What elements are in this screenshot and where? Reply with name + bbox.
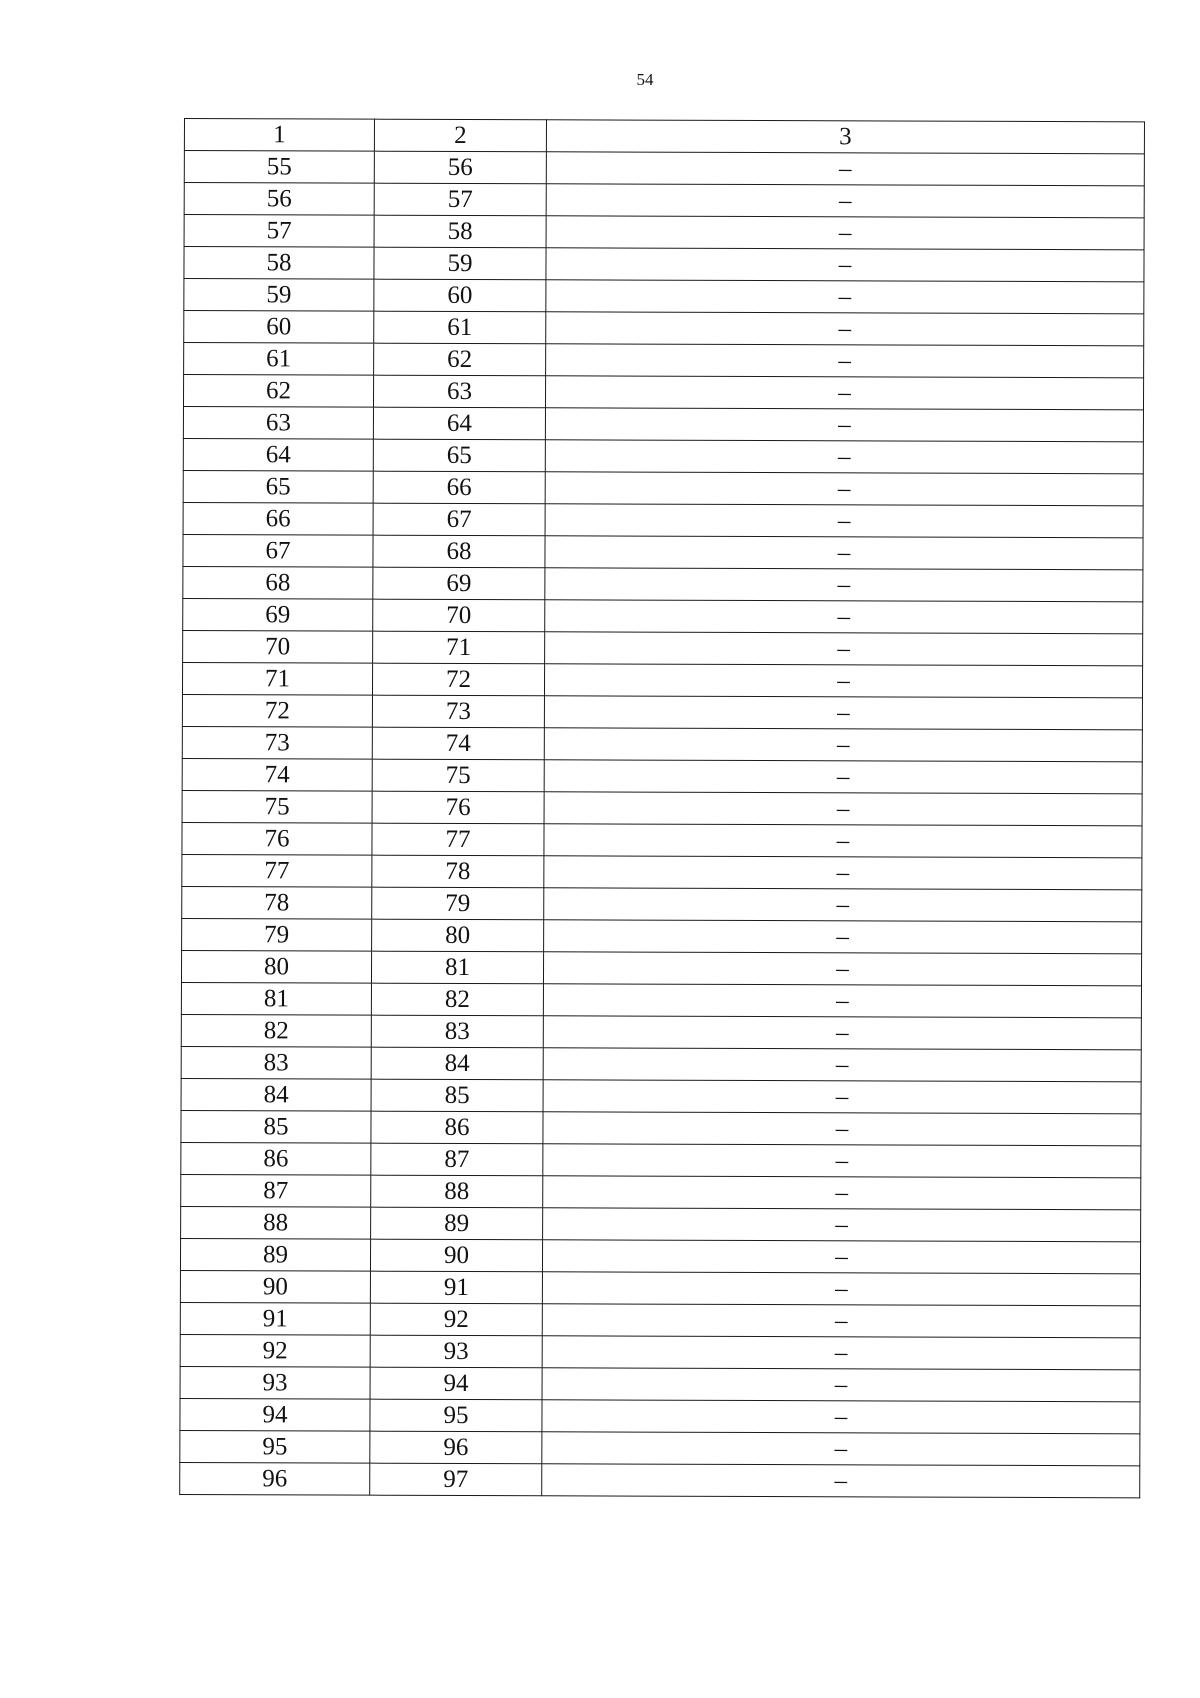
table-row [180,1462,1140,1497]
table-cell-col-3: – [546,312,1144,346]
column-header-2: 2 [374,119,546,152]
table-row [181,1014,1141,1049]
table-cell-col-3: – [543,1208,1141,1242]
table-cell-col-2: 68 [373,535,545,568]
table-cell-col-3: – [546,152,1144,186]
table-cell-col-1: 82 [181,1014,371,1047]
table-cell-col-2: 63 [373,375,545,408]
table-cell-col-1: 57 [184,215,374,248]
table-cell-col-1: 83 [181,1046,371,1079]
table-row [180,1238,1140,1273]
table-cell-col-1: 76 [182,822,372,855]
table-row [184,247,1144,282]
table-cell-col-2: 94 [370,1367,542,1400]
table-cell-col-3: – [543,1112,1141,1146]
table-cell-col-2: 78 [372,855,544,888]
table-cell-col-1: 93 [180,1366,370,1399]
table-row [180,1398,1140,1433]
table-cell-col-2: 66 [373,471,545,504]
table-cell-col-2: 72 [372,663,544,696]
table-cell-col-1: 86 [181,1142,371,1175]
table-cell-col-3: – [543,984,1141,1018]
table-cell-col-1: 84 [181,1078,371,1111]
table-cell-col-3: – [542,1272,1140,1306]
table-cell-col-3: – [543,1176,1141,1210]
table-cell-col-3: – [546,344,1144,378]
table-cell-col-3: – [545,536,1143,570]
table-cell-col-3: – [545,408,1143,442]
table-cell-col-3: – [542,1464,1140,1498]
table-cell-col-3: – [546,248,1144,282]
table-cell-col-3: – [546,216,1144,250]
table-cell-col-3: – [543,1080,1141,1114]
table-cell-col-2: 65 [373,439,545,472]
table-row [182,790,1142,825]
table-cell-col-2: 96 [370,1431,542,1464]
table-row [183,438,1143,473]
column-header-1: 1 [184,119,374,152]
table-row [182,662,1142,697]
table-row [180,1270,1140,1305]
table-cell-col-1: 56 [184,183,374,216]
table-row [181,1206,1141,1241]
table-row [180,1430,1140,1465]
table-cell-col-2: 79 [372,887,544,920]
table-cell-col-1: 80 [181,950,371,983]
table-cell-col-3: – [545,568,1143,602]
table-cell-col-2: 59 [374,247,546,280]
table-cell-col-1: 70 [183,630,373,663]
table-cell-col-3: – [544,792,1142,826]
table-cell-col-3: – [544,760,1142,794]
column-header-3: 3 [546,120,1144,154]
table-cell-col-1: 67 [183,534,373,567]
table-cell-col-2: 74 [372,727,544,760]
table-row [182,886,1142,921]
table-row [184,183,1144,218]
table-row [182,726,1142,761]
table-cell-col-2: 67 [373,503,545,536]
table-cell-col-2: 82 [371,983,543,1016]
table-row [183,630,1143,665]
table-cell-col-1: 73 [182,726,372,759]
table-cell-col-1: 62 [183,375,373,408]
table-cell-col-1: 94 [180,1398,370,1431]
table-cell-col-2: 91 [370,1271,542,1304]
table-cell-col-2: 92 [370,1303,542,1336]
table-row [180,1366,1140,1401]
table-cell-col-2: 76 [372,791,544,824]
table-cell-col-3: – [544,824,1142,858]
table-cell-col-2: 64 [373,407,545,440]
table-cell-col-2: 75 [372,759,544,792]
table-row [184,343,1144,378]
table-cell-col-2: 86 [371,1111,543,1144]
table-cell-col-3: – [544,664,1142,698]
table-cell-col-1: 87 [181,1174,371,1207]
table-row [181,950,1141,985]
table-row [182,758,1142,793]
table-row [183,375,1143,410]
table-cell-col-2: 84 [371,1047,543,1080]
table-cell-col-3: – [542,1304,1140,1338]
table-cell-col-1: 96 [180,1462,370,1495]
table-row [183,502,1143,537]
table-cell-col-1: 81 [181,982,371,1015]
table-cell-col-2: 83 [371,1015,543,1048]
table-cell-col-2: 87 [371,1143,543,1176]
table-cell-col-1: 69 [183,598,373,631]
table-body [180,151,1145,1498]
table-cell-col-3: – [542,1432,1140,1466]
table-cell-col-3: – [543,1144,1141,1178]
table-cell-col-2: 73 [372,695,544,728]
table-cell-col-3: – [544,888,1142,922]
table-cell-col-3: – [542,1336,1140,1370]
table-cell-col-1: 60 [184,311,374,344]
table-cell-col-2: 85 [371,1079,543,1112]
table-row [183,598,1143,633]
table-cell-col-2: 89 [371,1207,543,1240]
table-cell-col-1: 61 [184,343,374,376]
table-cell-col-1: 88 [181,1206,371,1239]
table-cell-col-2: 97 [370,1463,542,1496]
table-cell-col-1: 71 [182,662,372,695]
table-cell-col-2: 62 [374,343,546,376]
table-cell-col-1: 74 [182,758,372,791]
table-cell-col-3: – [544,920,1142,954]
table-row [182,918,1142,953]
table-cell-col-2: 61 [374,311,546,344]
table-cell-col-2: 70 [373,599,545,632]
table-row [184,279,1144,314]
table-cell-col-2: 71 [373,631,545,664]
table-cell-col-1: 55 [184,151,374,184]
table-cell-col-2: 77 [372,823,544,856]
table-cell-col-2: 69 [373,567,545,600]
table-cell-col-1: 63 [183,407,373,440]
table-cell-col-1: 66 [183,502,373,535]
table-cell-col-3: – [545,504,1143,538]
table-cell-col-2: 81 [371,951,543,984]
table-cell-col-2: 57 [374,183,546,216]
table-cell-col-1: 68 [183,566,373,599]
table-row [184,215,1144,250]
data-table [179,118,1145,1498]
table-cell-col-1: 75 [182,790,372,823]
table-cell-col-3: – [546,184,1144,218]
table-row [181,1046,1141,1081]
table-cell-col-2: 88 [371,1175,543,1208]
table-cell-col-1: 89 [180,1238,370,1271]
table-row [180,1302,1140,1337]
table-cell-col-1: 78 [182,886,372,919]
table-cell-col-1: 90 [180,1270,370,1303]
table-cell-col-2: 90 [370,1239,542,1272]
table-cell-col-1: 95 [180,1430,370,1463]
table-row [182,694,1142,729]
table-cell-col-2: 93 [370,1335,542,1368]
table-cell-col-1: 77 [182,854,372,887]
table-cell-col-1: 59 [184,279,374,312]
table-cell-col-1: 58 [184,247,374,280]
table-cell-col-3: – [544,856,1142,890]
table-row [181,1110,1141,1145]
table-header-row [184,119,1144,154]
table-row [184,151,1144,186]
table-cell-col-1: 72 [182,694,372,727]
table-row [183,534,1143,569]
table-cell-col-1: 85 [181,1110,371,1143]
table-row [183,566,1143,601]
table-cell-col-3: – [543,1016,1141,1050]
table-cell-col-3: – [542,1240,1140,1274]
table-cell-col-3: – [545,472,1143,506]
table-row [181,1142,1141,1177]
table-row [181,1174,1141,1209]
table-cell-col-2: 58 [374,215,546,248]
table-cell-col-2: 60 [374,279,546,312]
table-cell-col-3: – [542,1368,1140,1402]
table-cell-col-2: 95 [370,1399,542,1432]
table-cell-col-3: – [544,696,1142,730]
table-cell-col-3: – [546,280,1144,314]
table-row [182,854,1142,889]
table-cell-col-1: 91 [180,1302,370,1335]
table-cell-col-2: 80 [372,919,544,952]
table-row [180,1334,1140,1369]
table-cell-col-1: 92 [180,1334,370,1367]
table-row [182,822,1142,857]
table-cell-col-3: – [543,1048,1141,1082]
table-cell-col-3: – [542,1400,1140,1434]
table-cell-col-3: – [545,600,1143,634]
table-cell-col-3: – [545,440,1143,474]
table-row [181,1078,1141,1113]
table-cell-col-2: 56 [374,151,546,184]
table-cell-col-3: – [543,952,1141,986]
table-row [183,407,1143,442]
table-cell-col-3: – [545,632,1143,666]
table-cell-col-3: – [544,728,1142,762]
table-cell-col-1: 65 [183,470,373,503]
table-row [184,311,1144,346]
table-row [181,982,1141,1017]
table-cell-col-1: 79 [182,918,372,951]
table-cell-col-3: – [545,376,1143,410]
table-row [183,470,1143,505]
page-number: 54 [636,70,654,89]
table-cell-col-1: 64 [183,438,373,471]
